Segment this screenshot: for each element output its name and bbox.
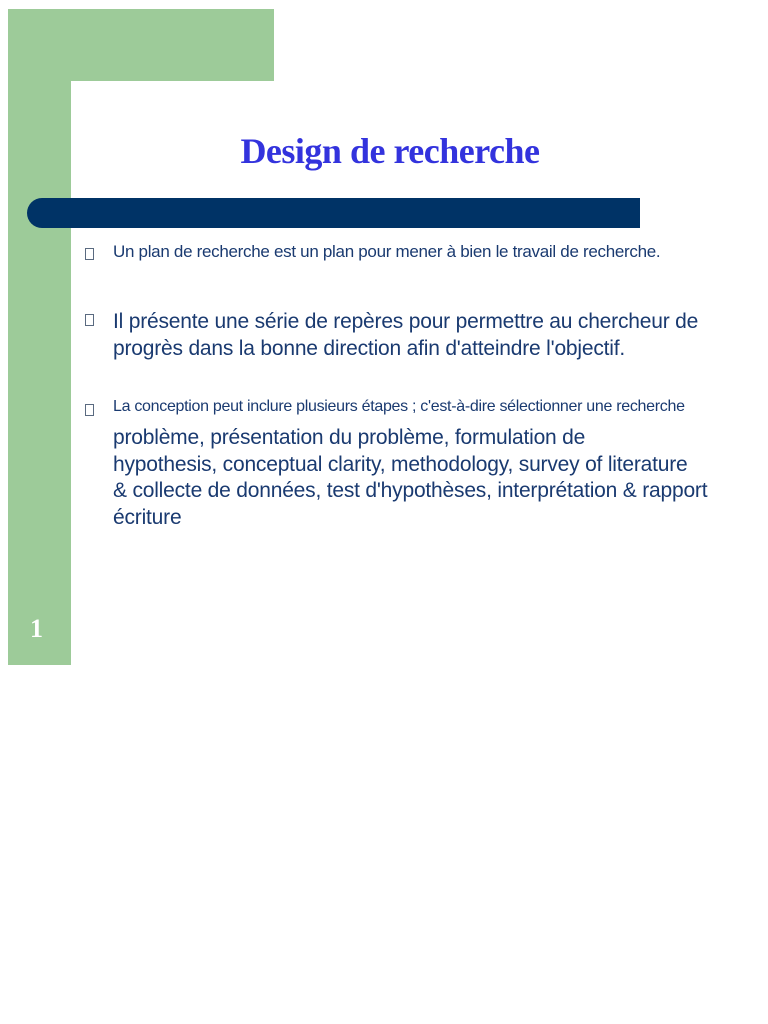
bullet-3-line-3: & collecte de données, test d'hypothèses, interprétation & rapport [113, 479, 708, 502]
bullet-box-icon [85, 402, 97, 416]
rounded-content-corner [71, 81, 151, 161]
bullet-3-text [113, 425, 743, 531]
bullet-3-lead: La conception peut inclure plusieurs étapes ; c'est-à-dire sélectionner une recherche [113, 398, 685, 415]
bullet-2-line-1: Il présente une série de repères pour permettre au chercheur de [113, 310, 699, 333]
bullet-box-icon [85, 246, 97, 260]
bullet-1-text: Un plan de recherche est un plan pour mener à bien le travail de recherche. [113, 242, 661, 261]
title-divider-bar [27, 198, 640, 228]
slide-title: Design de recherche [240, 131, 540, 171]
bullet-3-line-1: problème, présentation du problème, formulation de [113, 426, 586, 449]
bullet-2-text [113, 308, 733, 362]
bullet-2-line-2: progrès dans la bonne direction afin d'atteindre l'objectif. [113, 337, 626, 360]
bullet-box-icon [85, 312, 97, 326]
green-side-band [8, 9, 71, 665]
page-number: 1 [30, 614, 43, 643]
bullet-3-line-4: écriture [113, 505, 182, 529]
bullet-3-line-2: hypothesis, conceptual clarity, methodology, survey of literature [113, 452, 688, 476]
